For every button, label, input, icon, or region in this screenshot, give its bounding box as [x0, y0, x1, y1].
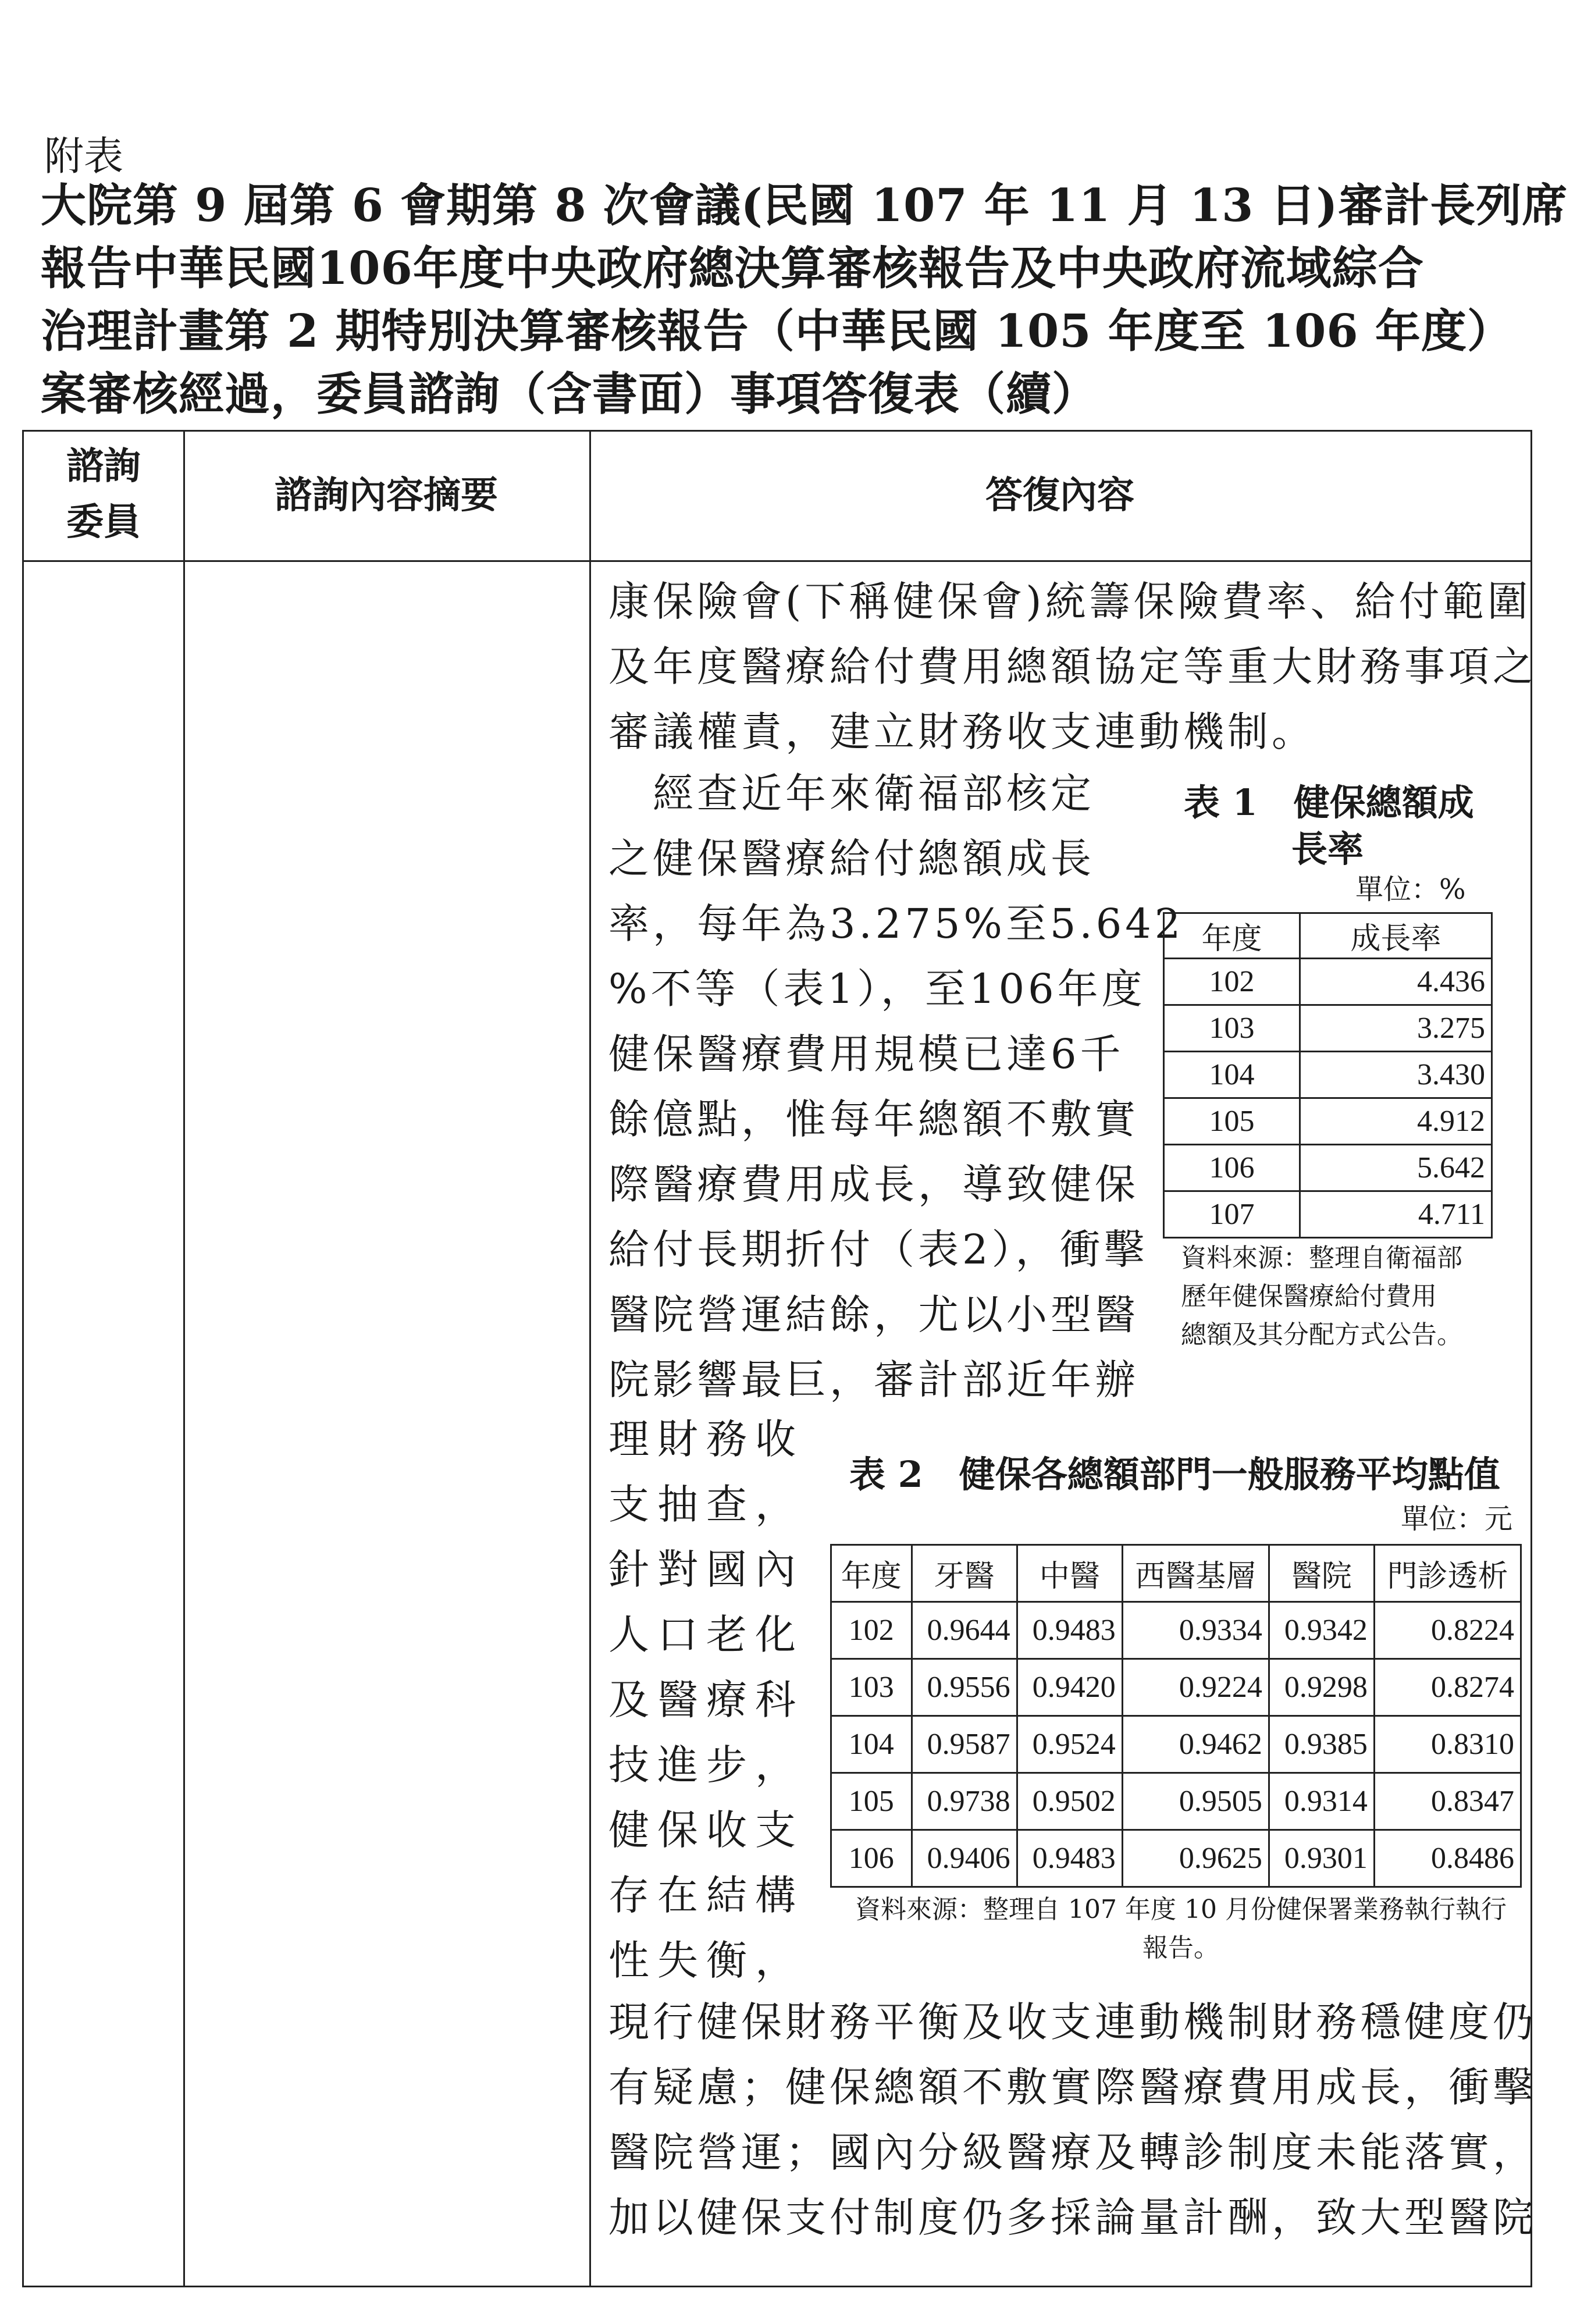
value-cell: 4.436: [1300, 959, 1492, 1005]
text-line: 及年度醫療給付費用總額協定等重大財務事項之: [608, 643, 1537, 691]
header-member-line: 諮詢: [66, 444, 141, 488]
source-line: 資料來源：整理自 107 年度 10 月份健保署業務執行執行: [855, 1895, 1507, 1924]
year-cell: 106: [1164, 1145, 1300, 1191]
year-cell: 102: [831, 1602, 912, 1659]
value-cell: 4.912: [1300, 1098, 1492, 1145]
year-cell: 103: [831, 1659, 912, 1716]
table1-unit: 單位：%: [1355, 873, 1466, 906]
text-line: 醫院營運；國內分級醫療及轉診制度未能落實，: [608, 2129, 1537, 2176]
table2-point-values: [830, 1544, 1522, 1888]
value-cell: 3.430: [1300, 1052, 1492, 1098]
value-cell: 0.9502: [1017, 1773, 1122, 1830]
value-cell: 0.8486: [1374, 1830, 1521, 1887]
value-cell: 0.9301: [1269, 1830, 1374, 1887]
column-header: 牙醫: [912, 1545, 1017, 1602]
header-member-line: 委員: [66, 500, 141, 544]
value-cell: 0.9385: [1269, 1716, 1374, 1773]
column-header: 門診透析: [1374, 1545, 1521, 1602]
table2-caption: 表 2 健保各總額部門一般服務平均點值: [849, 1453, 1500, 1496]
header-row: [1164, 913, 1492, 959]
table1-caption: 長率: [1291, 828, 1364, 870]
column-header: 醫院: [1269, 1545, 1374, 1602]
header-divider: [24, 560, 1530, 562]
table-row: [1164, 1098, 1492, 1145]
title-line: 報告中華民國106年度中央政府總決算審核報告及中央政府流域綜合: [41, 242, 1424, 295]
year-cell: 107: [1164, 1191, 1300, 1238]
value-cell: 0.8347: [1374, 1773, 1521, 1830]
value-cell: 0.9342: [1269, 1602, 1374, 1659]
document-title: [41, 175, 1568, 426]
value-cell: 0.9483: [1017, 1830, 1122, 1887]
value-cell: 4.711: [1300, 1191, 1492, 1238]
table-row: [1164, 1145, 1492, 1191]
text-line: 經查近年來衛福部核定: [608, 770, 1095, 817]
text-line: 技進步，: [608, 1741, 804, 1789]
value-cell: 0.9524: [1017, 1716, 1122, 1773]
value-cell: 0.9625: [1122, 1830, 1269, 1887]
title-line: 案審核經過，委員諮詢（含書面）事項答復表（續）: [41, 368, 1098, 421]
text-line: 人口老化: [608, 1611, 804, 1659]
table-row: [1164, 1191, 1492, 1238]
table-row: [831, 1716, 1521, 1773]
year-cell: 105: [831, 1773, 912, 1830]
text-line: 針對國內: [608, 1546, 804, 1593]
table1-growth-rate: [1163, 912, 1493, 1238]
value-cell: 0.8310: [1374, 1716, 1521, 1773]
value-cell: 0.9334: [1122, 1602, 1269, 1659]
value-cell: 0.9406: [912, 1830, 1017, 1887]
text-line: 健保收支: [608, 1806, 804, 1854]
value-cell: 0.8274: [1374, 1659, 1521, 1716]
source-line: 總額及其分配方式公告。: [1181, 1320, 1462, 1350]
text-line: 健保醫療費用規模已達6千: [608, 1030, 1124, 1078]
text-line: 康保險會(下稱健保會)統籌保險費率、給付範圍: [608, 578, 1532, 625]
table-row: [831, 1830, 1521, 1887]
value-cell: 0.9505: [1122, 1773, 1269, 1830]
table-row: [831, 1659, 1521, 1716]
table1-caption: 表 1 健保總額成: [1184, 781, 1474, 824]
source-line: 報告。: [1142, 1933, 1219, 1963]
text-line: 之健保醫療給付總額成長: [608, 835, 1095, 882]
text-line: 有疑慮；健保總額不敷實際醫療費用成長，衝擊: [608, 2063, 1537, 2111]
table1-source: [1181, 1239, 1462, 1354]
title-line: 大院第 9 屆第 6 會期第 8 次會議(民國 107 年 11 月 13 日)審計長列席: [41, 179, 1568, 232]
text-line: %不等（表1），至106年度: [608, 965, 1146, 1013]
table-row: [1164, 1052, 1492, 1098]
value-cell: 0.9483: [1017, 1602, 1122, 1659]
year-cell: 106: [831, 1830, 912, 1887]
text-line: 醫院營運結餘，尤以小型醫: [608, 1291, 1139, 1339]
table2-unit: 單位：元: [1401, 1503, 1513, 1535]
header-summary: 諮詢內容摘要: [275, 474, 498, 517]
text-line: 際醫療費用成長，導致健保: [608, 1161, 1139, 1208]
source-line: 資料來源：整理自衛福部: [1181, 1243, 1462, 1273]
text-line: 及醫療科: [608, 1676, 804, 1724]
column-header: 年度: [1164, 913, 1300, 959]
value-cell: 3.275: [1300, 1005, 1492, 1052]
text-line: 現行健保財務平衡及收支連動機制財務穩健度仍: [608, 1998, 1537, 2046]
text-line: 支抽查，: [608, 1480, 804, 1528]
year-cell: 102: [1164, 959, 1300, 1005]
text-line: 性失衡，: [608, 1937, 804, 1984]
reply-left-paragraph: [608, 761, 1184, 1412]
reply-bottom-paragraph: [608, 1990, 1537, 2250]
text-line: 給付長期折付（表2），衝擊: [608, 1226, 1148, 1273]
header-reply: 答復內容: [985, 474, 1134, 517]
table-row: [831, 1602, 1521, 1659]
source-line: 歷年健保醫療給付費用: [1181, 1282, 1437, 1311]
text-line: 審議權責，建立財務收支連動機制。: [608, 708, 1316, 756]
attachment-label: 附表: [44, 134, 124, 180]
title-line: 治理計畫第 2 期特別決算審核報告（中華民國 105 年度至 106 年度）: [41, 305, 1513, 358]
year-cell: 105: [1164, 1098, 1300, 1145]
column-divider: [589, 432, 591, 2286]
text-line: 存在結構: [608, 1871, 804, 1919]
value-cell: 5.642: [1300, 1145, 1492, 1191]
value-cell: 0.9420: [1017, 1659, 1122, 1716]
header-member: [24, 439, 183, 550]
table2-source: [843, 1891, 1518, 1967]
year-cell: 103: [1164, 1005, 1300, 1052]
table-row: [831, 1773, 1521, 1830]
value-cell: 0.8224: [1374, 1602, 1521, 1659]
value-cell: 0.9556: [912, 1659, 1017, 1716]
value-cell: 0.9224: [1122, 1659, 1269, 1716]
reply-top-paragraph: [608, 569, 1537, 764]
value-cell: 0.9587: [912, 1716, 1017, 1773]
table-row: [1164, 1005, 1492, 1052]
text-line: 加以健保支付制度仍多採論量計酬，致大型醫院: [608, 2194, 1537, 2241]
year-cell: 104: [1164, 1052, 1300, 1098]
column-header: 中醫: [1017, 1545, 1122, 1602]
table-row: [1164, 959, 1492, 1005]
text-line: 理財務收: [608, 1415, 804, 1463]
value-cell: 0.9462: [1122, 1716, 1269, 1773]
header-row: [831, 1545, 1521, 1602]
value-cell: 0.9298: [1269, 1659, 1374, 1716]
text-line: 率，每年為3.275%至5.642: [608, 900, 1184, 948]
column-header: 西醫基層: [1122, 1545, 1269, 1602]
value-cell: 0.9314: [1269, 1773, 1374, 1830]
column-header: 成長率: [1300, 913, 1492, 959]
text-line: 院影響最巨，審計部近年辦: [608, 1356, 1139, 1404]
value-cell: 0.9644: [912, 1602, 1017, 1659]
text-line: 餘億點，惟每年總額不敷實: [608, 1095, 1139, 1143]
column-header: 年度: [831, 1545, 912, 1602]
column-divider: [183, 432, 185, 2286]
reply-narrow-paragraph: [608, 1407, 804, 1993]
value-cell: 0.9738: [912, 1773, 1017, 1830]
year-cell: 104: [831, 1716, 912, 1773]
